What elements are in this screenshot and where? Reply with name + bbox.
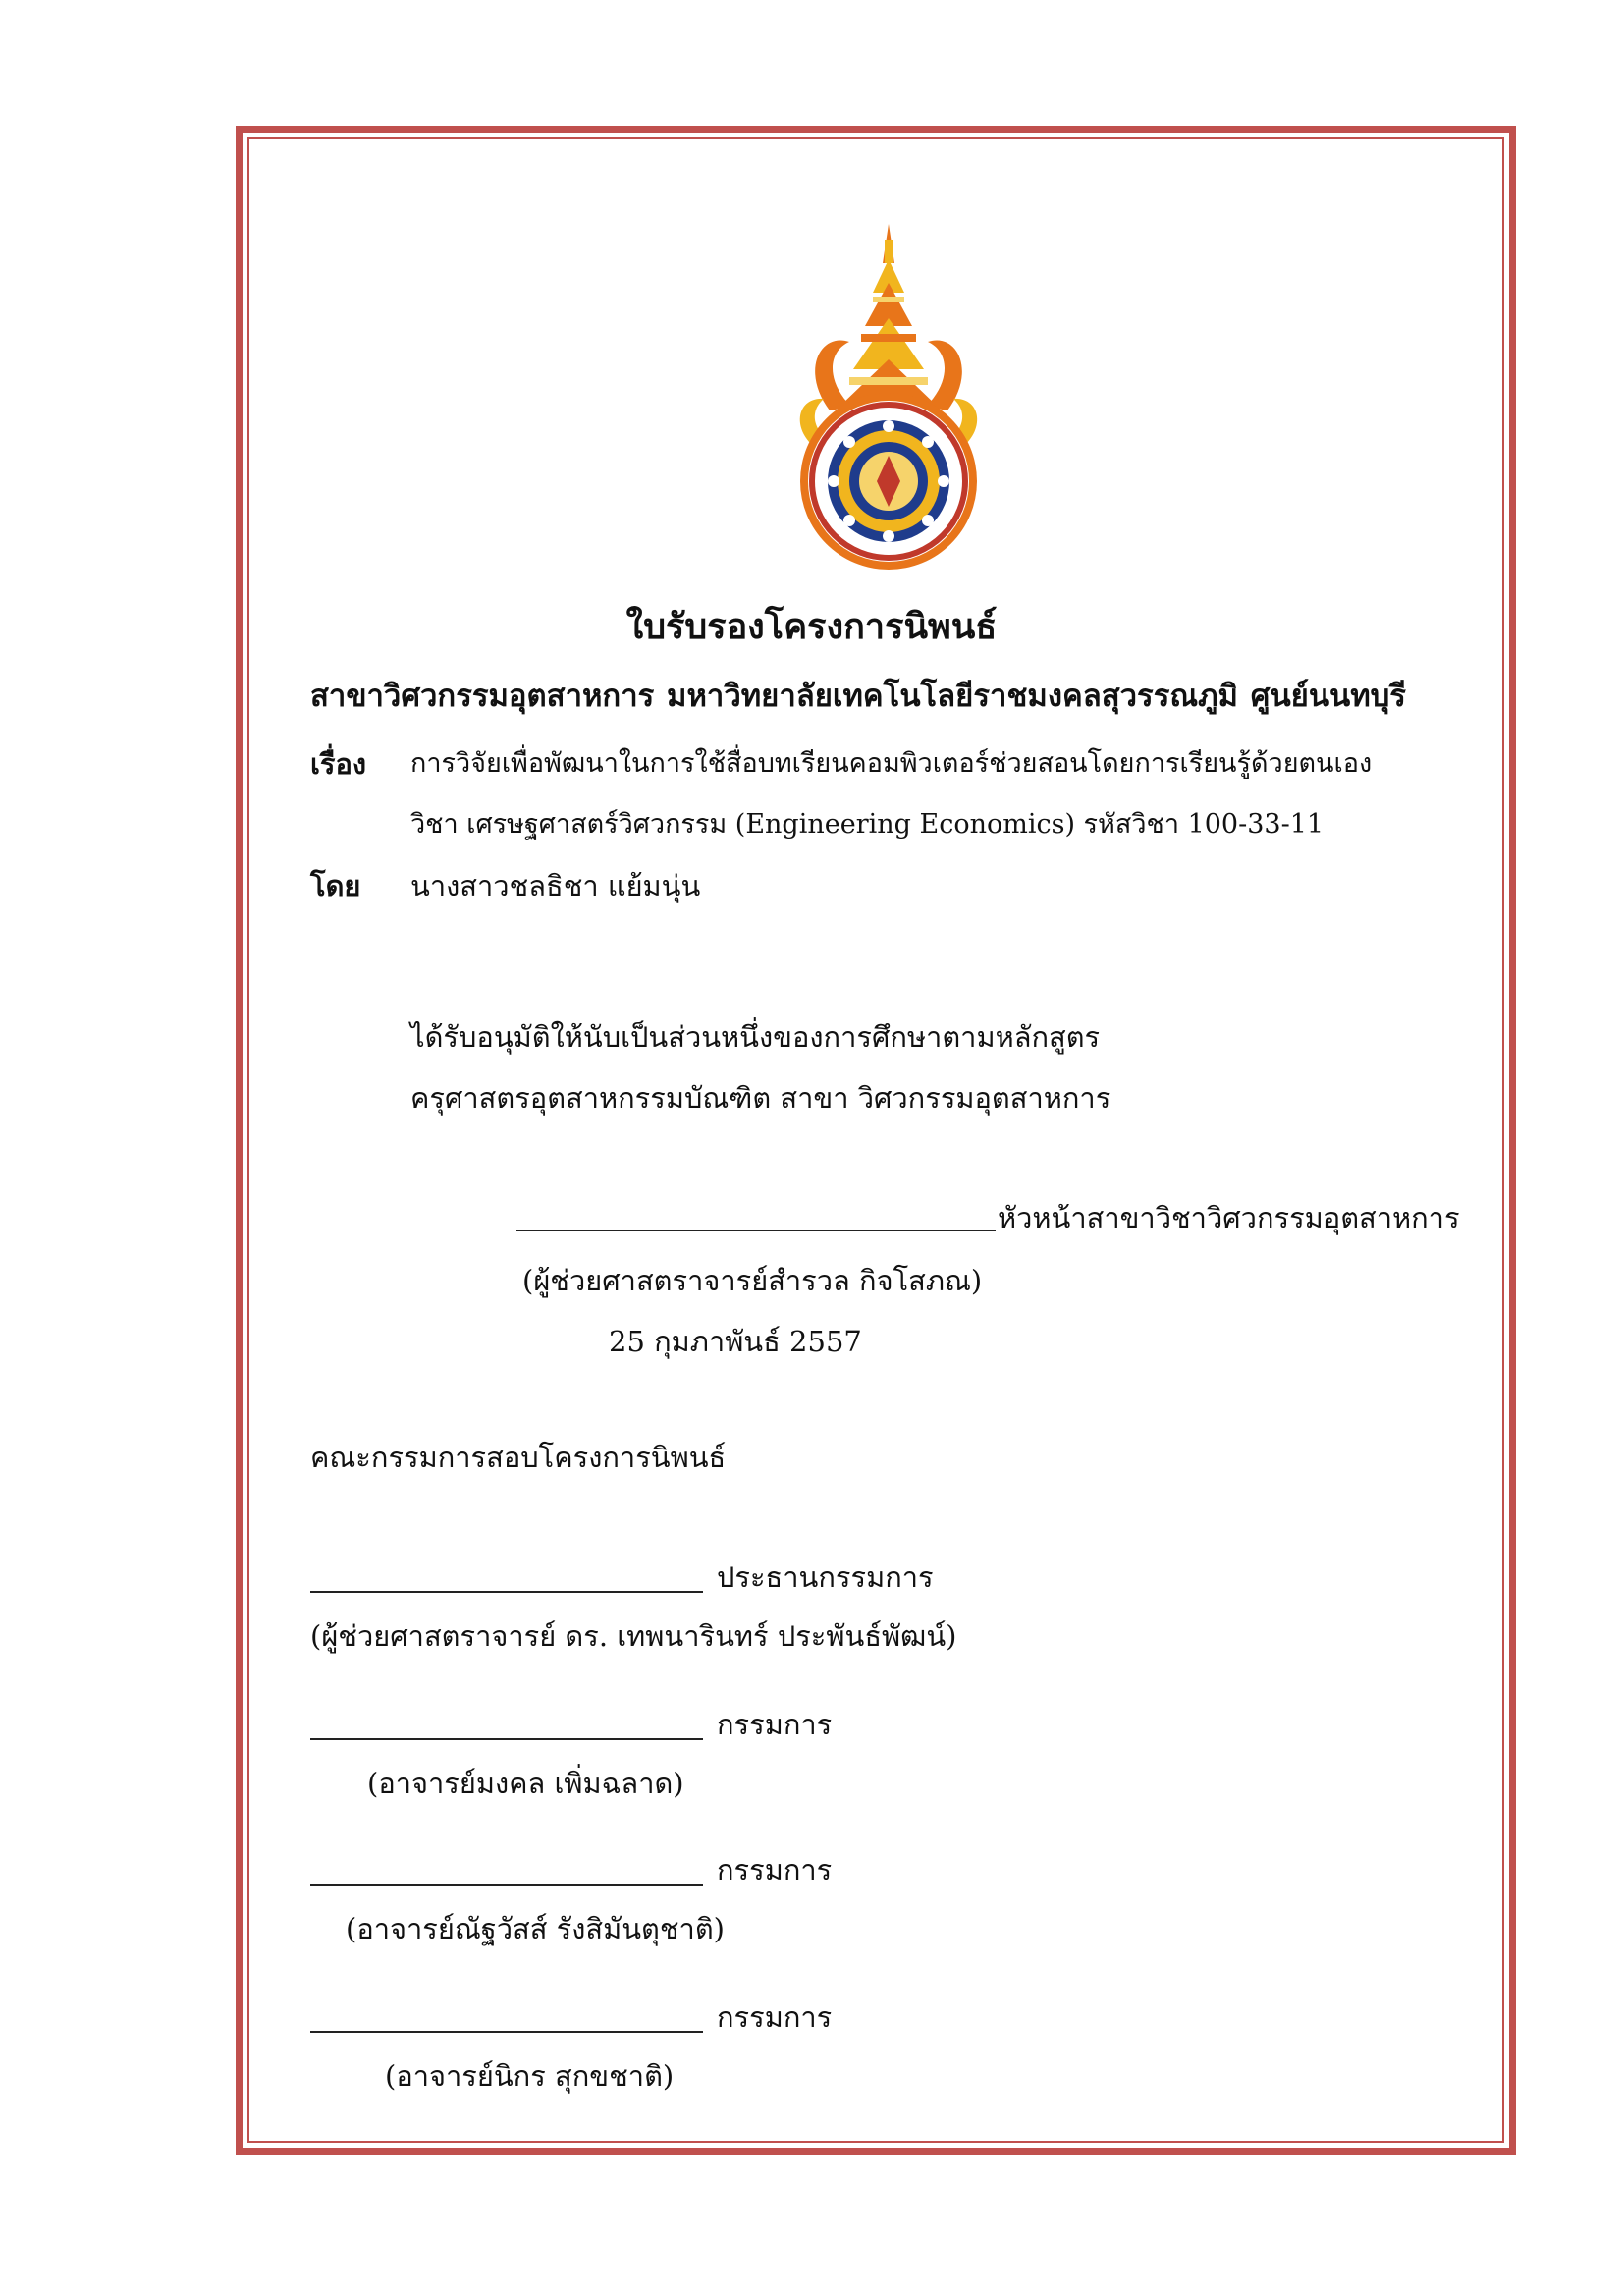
subject-label: เรื่อง [310, 747, 367, 781]
head-name: (ผู้ช่วยศาสตราจารย์สำรวล กิจโสภณ) [522, 1264, 983, 1297]
committee-role: กรรมการ [717, 2000, 833, 2034]
head-role: หัวหน้าสาขาวิชาวิศวกรรมอุตสาหการ [998, 1201, 1460, 1234]
committee-signature-line [310, 1591, 703, 1593]
committee-name: (อาจารย์มงคล เพิ่มฉลาด) [367, 1767, 684, 1800]
author-name: นางสาวชลธิชา แย้มนุ่น [410, 869, 701, 902]
committee-title: คณะกรรมการสอบโครงการนิพนธ์ [310, 1441, 727, 1474]
committee-role: กรรมการ [717, 1853, 833, 1886]
head-date: 25 กุมภาพันธ์ 2557 [609, 1325, 862, 1358]
head-signature-line [516, 1230, 996, 1231]
committee-role: ประธานกรรมการ [717, 1560, 934, 1594]
approval-line-1: ได้รับอนุมัติให้นับเป็นส่วนหนึ่งของการศึกษาตามหลักสูตร [410, 1020, 1101, 1054]
subject-line-2: วิชา เศรษฐศาสตร์วิศวกรรม (Engineering Economics) รหัสวิชา 100-33-11 [410, 809, 1325, 840]
committee-name: (ผู้ช่วยศาสตราจารย์ ดร. เทพนารินทร์ ประพันธ์พัฒน์) [310, 1619, 957, 1653]
committee-signature-line [310, 1884, 703, 1886]
committee-signature-line [310, 2031, 703, 2033]
institution-line: สาขาวิศวกรรมอุตสาหการ มหาวิทยาลัยเทคโนโลยีราชมงคลสุวรรณภูมิ ศูนย์นนทบุรี [310, 679, 1406, 714]
approval-line-2: ครุศาสตรอุตสาหกรรมบัณฑิต สาขา วิศวกรรมอุตสาหการ [410, 1081, 1111, 1115]
document-title: ใบรับรองโครงการนิพนธ์ [625, 606, 998, 647]
committee-role: กรรมการ [717, 1708, 833, 1741]
committee-name: (อาจารย์ณัฐวัสส์ รังสิมันตุชาติ) [346, 1912, 725, 1945]
subject-line-1: การวิจัยเพื่อพัฒนาในการใช้สื่อบทเรียนคอมพิวเตอร์ช่วยสอนโดยการเรียนรู้ด้วยตนเอง [410, 748, 1373, 779]
committee-name: (อาจารย์นิกร สุกขชาติ) [385, 2059, 675, 2093]
university-emblem-icon [790, 224, 987, 575]
author-label: โดย [310, 869, 361, 902]
committee-signature-line [310, 1738, 703, 1740]
